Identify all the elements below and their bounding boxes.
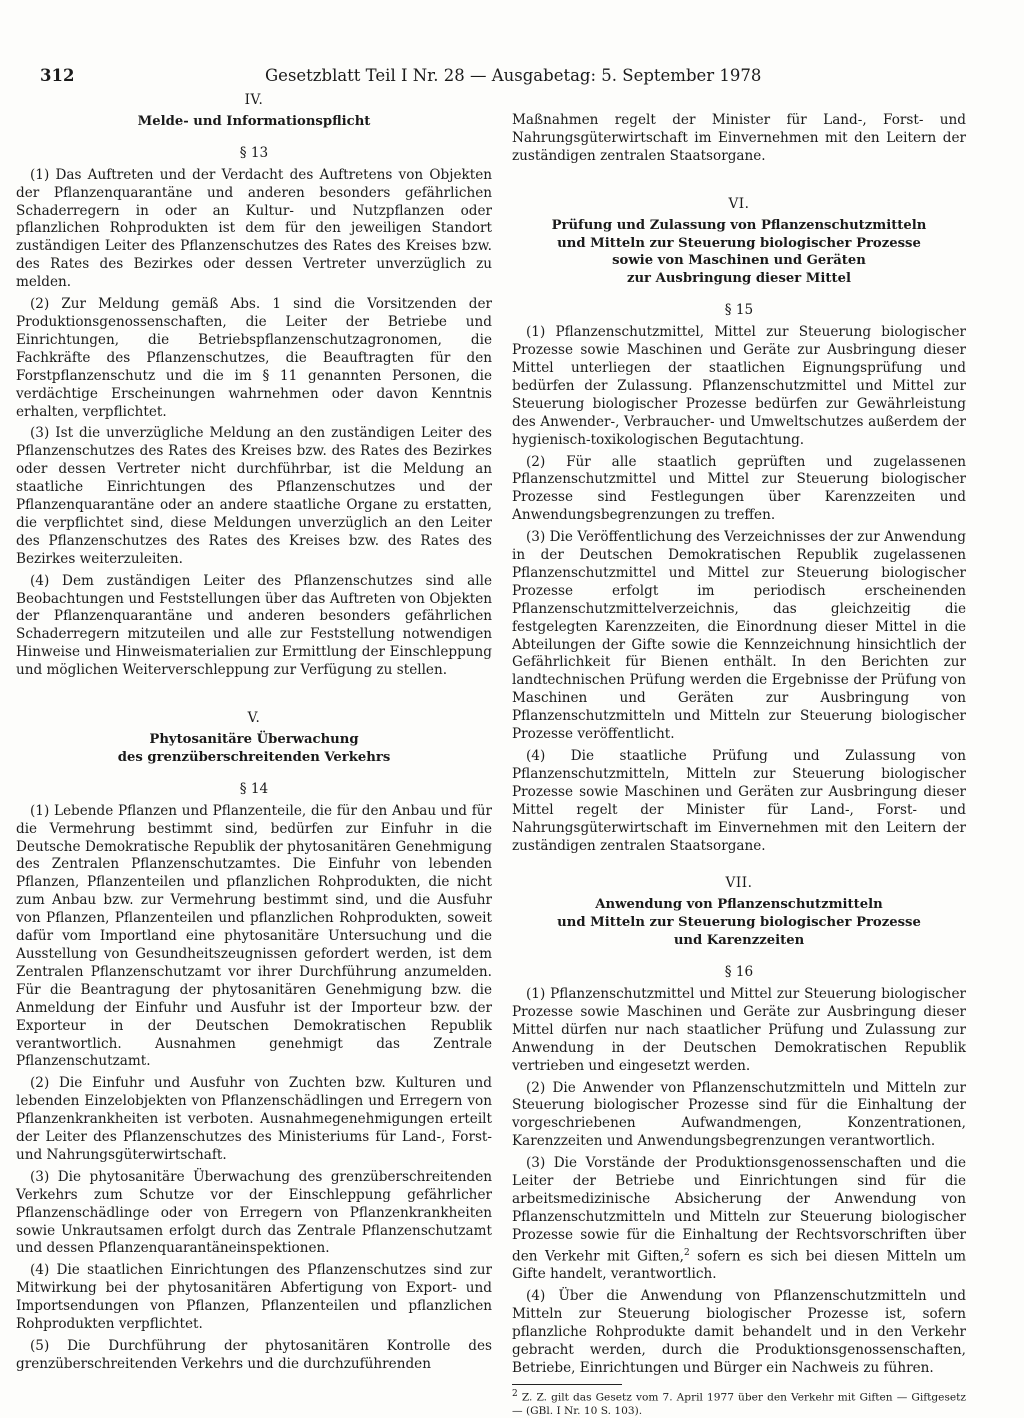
paragraph-16-heading: § 16: [724, 964, 754, 981]
page-header: [40, 66, 770, 90]
para-15-1: (1) Pflanzenschutzmittel, Mittel zur Steuerung biologischer Prozesse sowie Maschinen und Geräte zur Ausbringung dieser Mittel unterliegen der staatlichen Eignungsprüfung und bedürfen der Zulassung. Pflanzenschutzmittel und Mittel zur Steuerung biologischer Prozesse bedürfen zur Gewährleistung des Anwender-, Verbraucher- und Umweltschutzes außerdem der hygienisch-toxikologischen Begutachtung.: [512, 324, 966, 448]
section-title-iv: Melde- und Informationspflicht: [137, 113, 371, 129]
para-14-1: (1) Lebende Pflanzen und Pflanzenteile, die für den Anbau und für die Vermehrung bestimmt sind, bedürfen zur Einfuhr in die Deutsche Demokratische Republik der phytosanitären Genehmigung des Zentralen Pflanzenschutzamtes. Die Einfuhr von lebenden Pflanzen, Pflanzenteilen und pflanzlichen Rohprodukten, die nicht zum Anbau bzw. zur Vermehrung bestimmt sind, und die Ausfuhr von Pflanzen, Pflanzenteilen und pflanzlichen Rohprodukten, soweit dafür vom Importland eine phytosanitäre Untersuchung und die Ausstellung von Gesundheitszeugnissen gefordert werden, ist dem Zentralen Pflanzenschutzamt vor ihrer Durchführung anzumelden. Für die Beantragung der phytosanitären Genehmigung bzw. die Anmeldung der Einfuhr und Ausfuhr ist der Importeur bzw. der Exporteur in der Deutschen Demokratischen Republik verantwortlich. Ausnahmen genehmigt das Zentrale Pflanzenschutzamt.: [16, 802, 492, 1070]
section-title-v-line1: Phytosanitäre Überwachung: [149, 732, 359, 747]
page-number: 312: [40, 66, 75, 85]
section-number-vii: VII.: [725, 875, 753, 892]
para-13-1: (1) Das Auftreten und der Verdacht des Auftretens von Objekten der Pflanzenquarantäne und anderen besonders gefährlichen Schaderregern in oder an Kultur- und Nutzpflanzen oder pflanzlichen Rohprodukten ist dem für den jeweiligen Standort zuständigen Leiter des Pflanzenschutzes des Rates des Kreises bzw. des Rates des Bezirkes oder dessen Vertreter unverzüglich zu melden.: [16, 166, 492, 291]
para-14-5-continuation: Maßnahmen regelt der Minister für Land-, Forst- und Nahrungsgüterwirtschaft im Einvernehmen mit den Leitern der zuständigen zentralen Staatsorgane.: [512, 112, 966, 164]
footnote-mark: 2: [512, 1388, 518, 1399]
paragraph-15-heading: § 15: [724, 302, 754, 319]
left-column: [16, 92, 492, 1378]
section-title-vi-line1: Prüfung und Zulassung von Pflanzenschutzmitteln: [551, 217, 927, 233]
section-title-vii-line1: Anwendung von Pflanzenschutzmitteln: [595, 897, 883, 913]
para-15-2: (2) Für alle staatlich geprüften und zugelassenen Pflanzenschutzmittel und Mittel zur Steuerung biologischer Prozesse sind Festlegungen über Karenzzeiten und Anwendungsbegrenzungen zu treffen.: [512, 453, 966, 524]
section-title-vi-line3: sowie von Maschinen und Geräten: [612, 253, 866, 269]
section-title-vii: [512, 896, 966, 950]
para-16-3: [512, 1155, 966, 1284]
right-column: [512, 112, 966, 1418]
footnote-text: Z. Z. gilt das Gesetz vom 7. April 1977 über den Verkehr mit Giften — Giftgesetz — (GBl. I Nr. 10 S. 103).: [512, 1391, 966, 1417]
paragraph-13-heading: § 13: [239, 144, 269, 161]
para-13-3: (3) Ist die unverzügliche Meldung an den zuständigen Leiter des Pflanzenschutzes des Rates des Kreises bzw. des Rates des Bezirkes oder dessen Vertreter nicht durchführbar, ist die Meldung an staatliche Einrichtungen des Pflanzenschutzes und der Pflanzenquarantäne oder an andere staatliche Organe zu erstatten, die verpflichtet sind, diese Meldungen unverzüglich an den Leiter des Pflanzenschutzes des Rates des Kreises bzw. des Rates des Bezirkes weiterzuleiten.: [16, 425, 492, 567]
section-number-v: V.: [247, 710, 261, 727]
section-title-vi-line2: und Mitteln zur Steuerung biologischer Prozesse: [557, 235, 921, 251]
footnote: [512, 1388, 966, 1418]
para-13-4: (4) Dem zuständigen Leiter des Pflanzenschutzes sind alle Beobachtungen und Feststellungen über das Auftreten von Objekten der Pflanzenquarantäne und anderen besonders gefährlichen Schaderregern mitzuteilen und alle zur Feststellung notwendigen Hinweise und Hinweismaterialien zur Ermittlung der Einschleppung und möglichen Weiterverschleppung zur Verfügung zu stellen.: [16, 572, 492, 679]
section-title-vii-line2: und Mitteln zur Steuerung biologischer Prozesse: [557, 915, 921, 931]
para-14-4: (4) Die staatlichen Einrichtungen des Pflanzenschutzes sind zur Mitwirkung bei der phytosanitären Abfertigung von Export- und Importsendungen von Pflanzen, Pflanzenteilen und pflanzlichen Rohprodukten verpflichtet.: [16, 1262, 492, 1333]
footnote-reference-2: 2: [684, 1247, 690, 1258]
section-number-vi: VI.: [728, 195, 750, 212]
paragraph-14-heading: § 14: [239, 780, 269, 797]
section-number-iv: IV.: [244, 92, 264, 108]
para-15-3: (3) Die Veröffentlichung des Verzeichnisses der zur Anwendung in der Deutschen Demokratischen Republik zugelassenen Pflanzenschutzmittel und Mittel zur Steuerung biologischer Prozesse erfolgt im periodisch erscheinenden Pflanzenschutzmittelverzeichnis, das gleichzeitig die festgelegten Karenzzeiten, die Einordnung dieser Mittel in die Abteilungen der Gifte sowie die Kennzeichnung hinsichtlich der Gefährlichkeit für Bienen enthält. In den Berichten zur landtechnischen Prüfung werden die Ergebnisse der Prüfung von Maschinen und Geräten zur Ausbringung von Pflanzenschutzmitteln und Mitteln zur Steuerung biologischer Prozesse veröffentlicht.: [512, 529, 966, 743]
section-title-v: [16, 731, 492, 767]
para-13-2: (2) Zur Meldung gemäß Abs. 1 sind die Vorsitzenden der Produktionsgenossenschaften, die Leiter der Betriebe und Einrichtungen, die Betriebspflanzenschutzagronomen, die Fachkräfte des Pflanzenschutzes, die Beauftragten für den Forstpflanzenschutz und die im § 11 genannten Personen, die verdächtige Erscheinungen wahrnehmen oder davon Kenntnis erhalten, verpflichtet.: [16, 296, 492, 420]
section-title-vii-line3: und Karenzzeiten: [673, 933, 805, 949]
running-title: Gesetzblatt Teil I Nr. 28 — Ausgabetag: 5. September 1978: [265, 66, 762, 85]
para-16-2: (2) Die Anwender von Pflanzenschutzmitteln und Mitteln zur Steuerung biologischer Prozesse sind für die Einhaltung der vorgeschriebenen Aufwandmengen, Konzentrationen, Karenzzeiten und Anwendungsbegrenzungen verantwortlich.: [512, 1079, 966, 1150]
para-16-3-part-a: (3) Die Vorstände der Produktionsgenossenschaften und die Leiter der Betriebe und Einrichtungen sind für die arbeitsmedizinische Absicherung der Anwendung von Pflanzenschutzmitteln und Mitteln zur Steuerung biologischer Prozesse sowie für die Einhaltung der Rechtsvorschriften über den Verkehr mit Giften,: [512, 1155, 966, 1265]
section-title-vi: [512, 217, 966, 289]
para-16-1: (1) Pflanzenschutzmittel und Mittel zur Steuerung biologischer Prozesse sowie Maschinen und Geräte zur Ausbringung dieser Mittel dürfen nur nach staatlicher Prüfung und Zulassung zur Anwendung in der Deutschen Demokratischen Republik vertrieben und eingesetzt werden.: [512, 985, 966, 1074]
section-title-v-line2: des grenzüberschreitenden Verkehrs: [117, 749, 391, 765]
para-15-4: (4) Die staatliche Prüfung und Zulassung von Pflanzenschutzmitteln, Mitteln zur Steuerung biologischer Prozesse sowie Maschinen und Geräten zur Ausbringung dieser Mittel regelt der Minister für Land-, Forst- und Nahrungsgüterwirtschaft im Einvernehmen mit den Leitern der zuständigen zentralen Staatsorgane.: [512, 748, 966, 854]
footnote-divider: [512, 1384, 622, 1385]
para-14-5: (5) Die Durchführung der phytosanitären Kontrolle des grenzüberschreitenden Verkehrs und die durchzuführenden: [16, 1338, 492, 1372]
para-14-2: (2) Die Einfuhr und Ausfuhr von Zuchten bzw. Kulturen und lebenden Einzelobjekten von Pflanzenschädlingen und Erregern von Pflanzenkrankheiten ist verboten. Ausnahmegenehmigungen erteilt der Leiter des Pflanzenschutzes des Ministeriums für Land-, Forst- und Nahrungsgüterwirtschaft.: [16, 1075, 492, 1163]
para-14-3: (3) Die phytosanitäre Überwachung des grenzüberschreitenden Verkehrs zum Schutze vor der Einschleppung gefährlicher Pflanzenschädlinge oder von Erregern von Pflanzenkrankheiten sowie Unkrautsamen erfolgt durch das Zentrale Pflanzenschutzamt und dessen Pflanzenquarantäneinspektionen.: [16, 1168, 492, 1257]
para-16-3-part-b: sofern es sich bei diesen Mitteln um Gifte handelt, verantwortlich.: [512, 1248, 966, 1283]
para-16-4: (4) Über die Anwendung von Pflanzenschutzmitteln und Mitteln zur Steuerung biologischer Prozesse ist, sofern pflanzliche Rohprodukte damit behandelt und in den Verkehr gebracht werden, durch die Produktionsgenossenschaften, Betriebe, Einrichtungen und Bürger ein Nachweis zu führen.: [512, 1288, 966, 1376]
section-title-vi-line4: zur Ausbringung dieser Mittel: [626, 271, 851, 287]
